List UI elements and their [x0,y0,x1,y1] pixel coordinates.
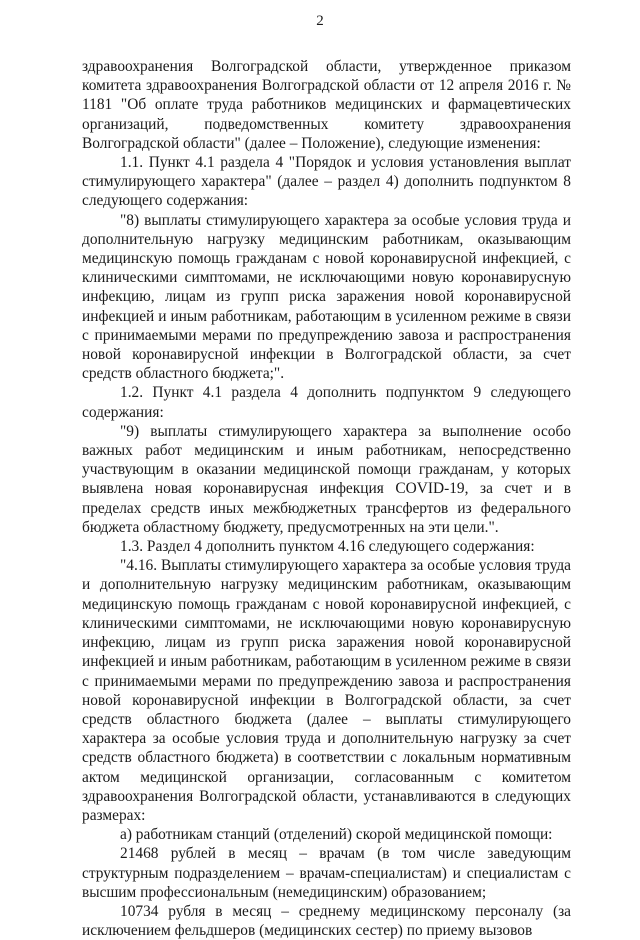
document-body [82,57,571,940]
paragraph-subitem-a: а) работникам станций (отделений) скорой медицинской помощи: [120,826,553,844]
paragraph-intro-continuation: здравоохранения Волгоградской области, утвержденное приказом комитета здравоохранения Волгоградской области от 12 апреля 2016 г. № 1181 "Об оплате труда работников медицинских и фармацевтических организаций, подведомственных комитету здравоохранения Волгоградской области" (далее – Положение), следующие изменения: [82,58,571,152]
paragraph-item-1-2: 1.2. Пункт 4.1 раздела 4 дополнить подпунктом 9 следующего содержания: [82,384,571,421]
paragraph-rate-nurses: 10734 рубля в месяц – среднему медицинскому персоналу (за исключением фельдшеров (медицинских сестер) по приему вызовов [82,902,571,940]
paragraph-item-1-1: 1.1. Пункт 4.1 раздела 4 "Порядок и условия установления выплат стимулирующего характера" (далее – раздел 4) дополнить подпунктом 8 следующего содержания: [82,154,571,210]
paragraph-subitem-8: "8) выплаты стимулирующего характера за особые условия труда и дополнительную нагрузку медицинским работникам, оказывающим медицинскую помощь гражданам с новой коронавирусной инфекцией, с клиническими симптомами, не исключающими новую коронавирусную инфекцию, лицам из групп риска заражения новой коронавирусной инфекцией и иным работникам, работающим в усиленном режиме в связи с принимаемыми мерами по предупреждению завоза и распространения новой коронавирусной инфекции в Волгоградской области, за счет средств областного бюджета;". [82,211,571,383]
page-number: 2 [316,13,324,29]
paragraph-subitem-9: "9) выплаты стимулирующего характера за выполнение особо важных работ медицинским и иным работникам, непосредственно участвующим в оказании медицинской помощи гражданам, у которых выявлена новая коронавирусная инфекция COVID-19, за счет и в пределах средств иных межбюджетных трансфертов из федерального бюджета областному бюджету, предусмотренных на эти цели.". [82,422,571,536]
paragraph-item-1-3: 1.3. Раздел 4 дополнить пунктом 4.16 следующего содержания: [120,538,535,556]
paragraph-rate-doctors: 21468 рублей в месяц – врачам (в том числе заведующим структурным подразделением – врачам-специалистам) и специалистам с высшим профессиональным (немедицинским) образованием; [82,845,571,901]
paragraph-item-4-16: "4.16. Выплаты стимулирующего характера за особые условия труда и дополнительную нагрузку медицинским работникам, оказывающим медицинскую помощь гражданам с новой коронавирусной инфекцией, с клиническими симптомами, не исключающими новую коронавирусную инфекцию, лицам из групп риска заражения новой коронавирусной инфекцией и иным работникам, работающим в усиленном режиме в связи с принимаемыми мерами по предупреждению завоза и распространения новой коронавирусной инфекции в Волгоградской области, за счет средств областного бюджета (далее – выплаты стимулирующего характера за особые условия труда и дополнительную нагрузку за счет средств областного бюджета) в соответствии с локальным нормативным актом медицинской организации, согласованным с комитетом здравоохранения Волгоградской области, устанавливаются в следующих размерах: [82,557,571,824]
